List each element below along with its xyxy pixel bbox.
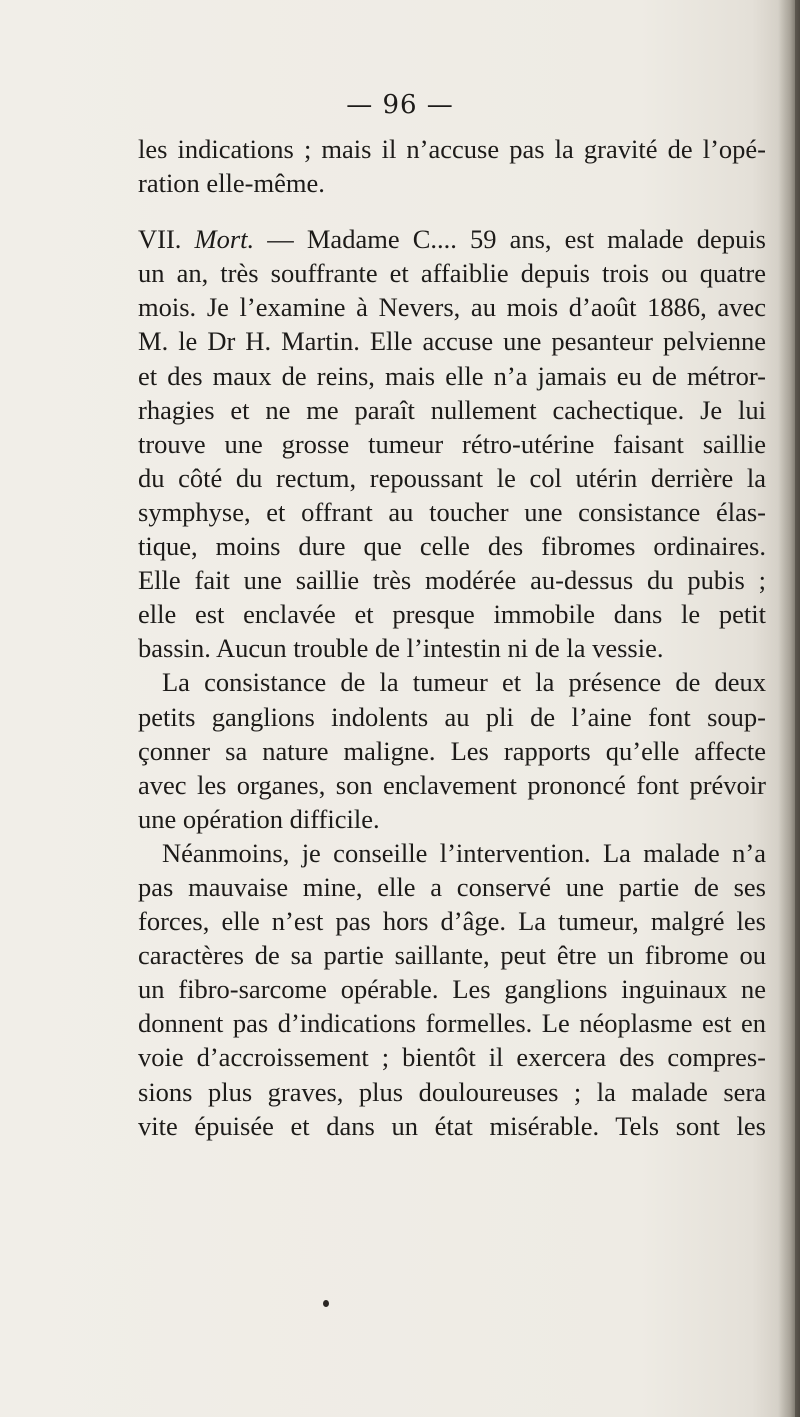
text-line: ration elle-même.	[138, 168, 325, 199]
text-line: vite épuisée et dans un état misérable. Tels sont les	[138, 1110, 766, 1141]
text-line: un an, très souffrante et affaiblie depuis trois ou quatre	[138, 258, 766, 289]
text-line: voie d’accroissement ; bientôt il exercera des compres-	[138, 1042, 766, 1073]
text-line: sions plus graves, plus douloureuses ; la malade sera	[138, 1076, 766, 1107]
text-line: bassin. Aucun trouble de l’intestin ni de la vessie.	[138, 633, 664, 664]
text-line: M. le Dr H. Martin. Elle accuse une pesanteur pelvienne	[138, 326, 766, 357]
text-line: trouve une grosse tumeur rétro-utérine faisant saillie	[138, 428, 766, 459]
text-line: tique, moins dure que celle des fibromes ordinaires.	[138, 531, 766, 562]
text-line: çonner sa nature maligne. Les rapports qu’elle affecte	[138, 735, 766, 766]
text-line: Néanmoins, je conseille l’intervention. La malade n’a	[162, 837, 766, 868]
page-number-header: — 96 —	[346, 90, 454, 120]
page-edge	[795, 0, 800, 1417]
body-text	[138, 132, 766, 1143]
text-line: avec les organes, son enclavement prononcé font prévoir	[138, 769, 766, 800]
text-line: petits ganglions indolents au pli de l’aine font soup-	[138, 701, 766, 732]
text-line: Elle fait une saillie très modérée au-dessus du pubis ;	[138, 565, 766, 596]
text-line: pas mauvaise mine, elle a conservé une partie de ses	[138, 871, 766, 902]
text-line: La consistance de la tumeur et la présence de deux	[162, 667, 766, 698]
text-line: symphyse, et offrant au toucher une consistance élas-	[138, 496, 766, 527]
paragraph-gap	[138, 200, 766, 222]
section-number: VII.	[138, 224, 182, 255]
section-title: Mort.	[194, 224, 255, 255]
text-line: rhagies et ne me paraît nullement cachectique. Je lui	[138, 394, 766, 425]
text-line: donnent pas d’indications formelles. Le néoplasme est en	[138, 1008, 766, 1039]
text-line: un fibro-sarcome opérable. Les ganglions inguinaux ne	[138, 974, 766, 1005]
text-line: caractères de sa partie saillante, peut être un fibrome ou	[138, 940, 766, 971]
section-vii-heading-line	[138, 222, 766, 256]
text-line: et des maux de reins, mais elle n’a jamais eu de métror-	[138, 360, 766, 391]
text-line: mois. Je l’examine à Nevers, au mois d’août 1886, avec	[138, 292, 766, 323]
section-first-line-rest: — Madame C.... 59 ans, est malade depuis	[254, 224, 766, 255]
text-line: les indications ; mais il n’accuse pas la gravité de l’opé-	[138, 134, 766, 164]
ink-speck	[323, 1300, 329, 1307]
text-line: forces, elle n’est pas hors d’âge. La tumeur, malgré les	[138, 906, 766, 937]
text-line: elle est enclavée et presque immobile dans le petit	[138, 599, 766, 630]
text-line: du côté du rectum, repoussant le col utérin derrière la	[138, 462, 766, 493]
text-line: une opération difficile.	[138, 803, 380, 834]
